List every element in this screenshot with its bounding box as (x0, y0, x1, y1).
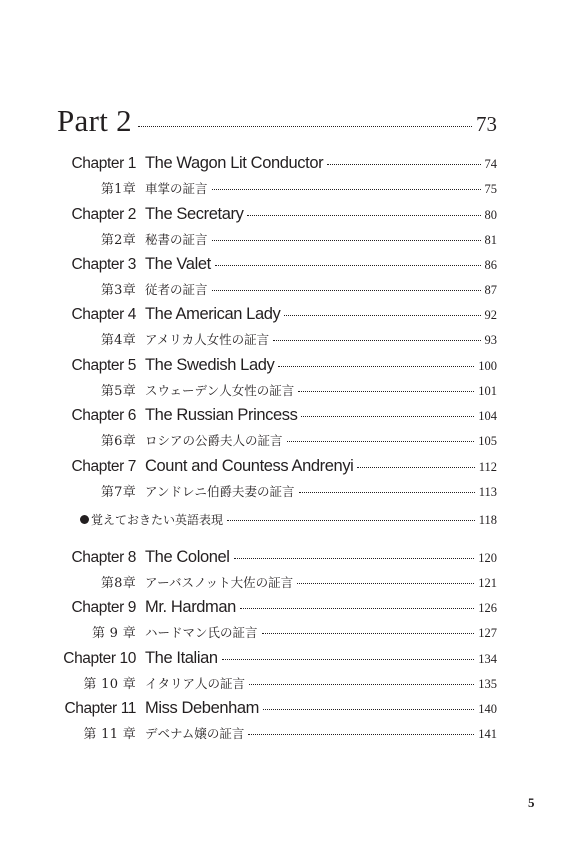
part-leader-dots (138, 126, 472, 127)
chapter-number: Chapter 9 (71, 599, 136, 616)
part-page-number: 73 (476, 112, 497, 136)
chapter-title: The Wagon Lit Conductor (145, 154, 324, 172)
chapter-number-ja: 第2章 (100, 233, 136, 248)
toc-entry-en[interactable] (57, 154, 497, 176)
chapter-title-ja: アンドレニ伯爵夫妻の証言 (145, 484, 295, 499)
leader-dots (327, 164, 480, 165)
page-number: 105 (478, 434, 497, 448)
toc-entry-ja[interactable] (57, 229, 497, 249)
chapter-number-ja: 第5章 (100, 384, 136, 399)
leader-dots (248, 734, 474, 735)
chapter-title-ja: 従者の証言 (145, 282, 208, 297)
page-number: 126 (478, 601, 497, 615)
toc-entry-en[interactable] (57, 356, 497, 378)
leader-dots (273, 340, 480, 341)
toc-entry-en[interactable] (57, 699, 497, 721)
leader-dots (263, 709, 474, 710)
toc-entry-ja[interactable] (57, 622, 497, 642)
leader-dots (234, 558, 475, 559)
chapter-number: Chapter 3 (71, 256, 136, 273)
page-number: 75 (484, 182, 497, 196)
page-number: 112 (478, 460, 497, 474)
page-number: 92 (484, 308, 497, 322)
toc-entry-en[interactable] (57, 406, 497, 428)
chapter-number-ja: 第 11 章 (83, 727, 136, 742)
leader-dots (212, 290, 481, 291)
toc-entry-expressions[interactable] (80, 511, 497, 531)
chapter-title: The Valet (145, 255, 211, 273)
toc-entry-ja[interactable] (57, 723, 497, 743)
chapter-title: The Colonel (145, 548, 230, 566)
page-number: 141 (478, 727, 497, 741)
chapter-number-ja: 第3章 (100, 283, 136, 298)
toc-entry-en[interactable] (57, 305, 497, 327)
toc-entry-ja[interactable] (57, 380, 497, 400)
chapter-number-ja: 第4章 (100, 333, 136, 348)
chapter-number: Chapter 11 (64, 700, 136, 717)
chapter-number: Chapter 6 (71, 407, 136, 424)
leader-dots (287, 441, 475, 442)
leader-dots (301, 416, 474, 417)
bullet-icon (80, 515, 89, 524)
page-number: 81 (484, 233, 497, 247)
page-number: 100 (478, 359, 497, 373)
leader-dots (227, 520, 475, 521)
chapter-title-ja: デベナム嬢の証言 (145, 726, 245, 741)
chapter-title: Count and Countess Andrenyi (145, 457, 354, 475)
chapter-title-ja: イタリア人の証言 (145, 676, 246, 691)
chapter-number: Chapter 2 (71, 206, 136, 223)
chapter-number: Chapter 7 (71, 458, 136, 475)
chapter-title-ja: 秘書の証言 (145, 232, 208, 247)
chapter-title: The Swedish Lady (145, 356, 275, 374)
chapter-number-ja: 第1章 (100, 182, 136, 197)
chapter-title-ja: ロシアの公爵夫人の証言 (145, 433, 283, 448)
expressions-title: 覚えておきたい英語表現 (91, 513, 224, 527)
toc-entry-ja[interactable] (57, 279, 497, 299)
page-number: 135 (478, 677, 497, 691)
page-number: 87 (484, 283, 497, 297)
page-number: 80 (484, 208, 497, 222)
chapter-title: Mr. Hardman (145, 598, 236, 616)
chapter-number: Chapter 1 (71, 155, 136, 172)
leader-dots (215, 265, 481, 266)
chapter-title: Miss Debenham (145, 699, 260, 717)
chapter-number-ja: 第7章 (100, 485, 136, 500)
chapter-title-ja: スウェーデン人女性の証言 (145, 383, 295, 398)
leader-dots (212, 189, 481, 190)
chapter-number-ja: 第8章 (100, 576, 136, 591)
toc-entry-ja[interactable] (57, 673, 497, 693)
page-number: 120 (478, 551, 497, 565)
page-number: 104 (478, 409, 497, 423)
page-number: 74 (484, 157, 497, 171)
toc-entry-ja[interactable] (57, 481, 497, 501)
leader-dots (298, 391, 474, 392)
toc-entry-en[interactable] (57, 457, 497, 479)
chapter-number-ja: 第 9 章 (91, 626, 136, 641)
page-number: 86 (484, 258, 497, 272)
leader-dots (278, 366, 474, 367)
chapter-number-ja: 第 10 章 (83, 677, 136, 692)
leader-dots (284, 315, 480, 316)
chapter-title-ja: アメリカ人女性の証言 (145, 332, 270, 347)
chapter-title-ja: ハードマン氏の証言 (145, 625, 258, 640)
part-heading (57, 103, 497, 145)
toc-entry-en[interactable] (57, 598, 497, 620)
leader-dots (299, 492, 475, 493)
chapter-title: The Russian Princess (145, 406, 298, 424)
chapter-title: The Secretary (145, 205, 244, 223)
toc-entry-ja[interactable] (57, 430, 497, 450)
chapter-number: Chapter 10 (63, 650, 136, 667)
page-number: 113 (478, 485, 497, 499)
leader-dots (249, 684, 474, 685)
page-number: 118 (478, 513, 497, 527)
page-number: 101 (478, 384, 497, 398)
chapter-number-ja: 第6章 (100, 434, 136, 449)
leader-dots (262, 633, 475, 634)
leader-dots (297, 583, 474, 584)
chapter-title: The Italian (145, 649, 218, 667)
leader-dots (222, 659, 475, 660)
toc-entry-ja[interactable] (57, 572, 497, 592)
leader-dots (240, 608, 474, 609)
toc-entry-en[interactable] (57, 649, 497, 671)
chapter-title-ja: 車掌の証言 (145, 181, 208, 196)
page-number: 134 (478, 652, 497, 666)
page-number: 127 (478, 626, 497, 640)
toc-entry-en[interactable] (57, 205, 497, 227)
chapter-title: The American Lady (145, 305, 281, 323)
page-number: 121 (478, 576, 497, 590)
leader-dots (212, 240, 481, 241)
toc-entry-en[interactable] (57, 548, 497, 570)
page-number: 93 (484, 333, 497, 347)
chapter-title-ja: アーバスノット大佐の証言 (145, 575, 294, 590)
toc-entry-ja[interactable] (57, 178, 497, 198)
chapter-number: Chapter 4 (71, 306, 136, 323)
page-number: 140 (478, 702, 497, 716)
chapter-number: Chapter 8 (71, 549, 136, 566)
toc-entry-ja[interactable] (57, 329, 497, 349)
page-folio: 5 (528, 795, 535, 810)
part-title: Part 2 (57, 103, 132, 138)
chapter-number: Chapter 5 (71, 357, 136, 374)
toc-entry-en[interactable] (57, 255, 497, 277)
leader-dots (247, 215, 480, 216)
leader-dots (357, 467, 474, 468)
